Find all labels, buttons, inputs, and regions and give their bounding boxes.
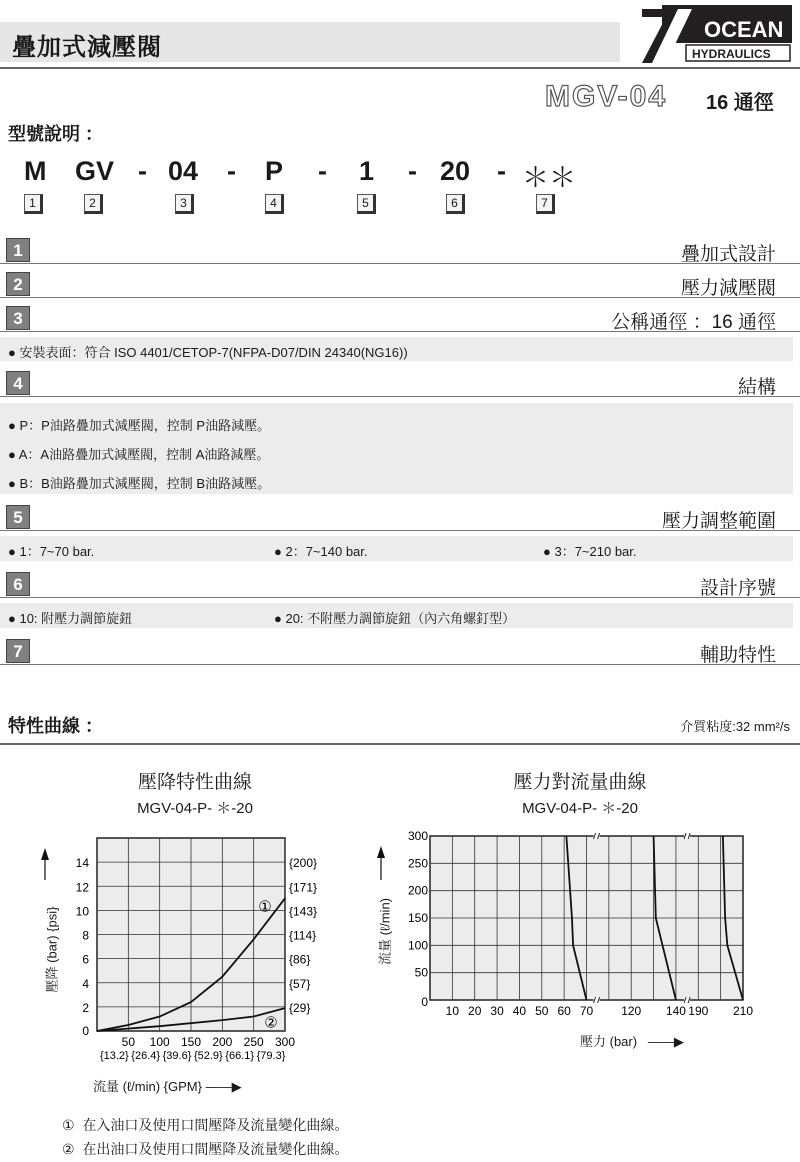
y-tick-label: 100: [407, 938, 428, 953]
x-tick-label: 200: [212, 1035, 233, 1049]
x-tick-secondary-label: {52.9}: [193, 1050, 223, 1062]
list-item: ● B：B油路疊加式減壓閥，控制 B油路減壓。: [8, 476, 271, 491]
code-sep: -: [408, 156, 417, 186]
x-tick-label: 190: [688, 1004, 709, 1018]
section-1: [0, 236, 800, 264]
section-number: 4: [6, 371, 30, 395]
code-number-box: 1: [24, 194, 43, 214]
section-number: 2: [6, 272, 30, 296]
model-code-heading: 型號說明 ：: [8, 124, 104, 144]
viscosity-note: 介質粘度:32 mm²/s: [680, 719, 790, 734]
x-tick-label: 40: [512, 1004, 527, 1018]
code-part: 1: [359, 156, 375, 186]
x-tick-label: 50: [535, 1004, 549, 1018]
code-part: 04: [168, 156, 199, 186]
y-tick-secondary-label: {57}: [289, 976, 311, 991]
section-6: [0, 570, 800, 598]
section-number: 6: [6, 572, 30, 596]
bore-size: 16 通徑: [706, 92, 774, 114]
section-title: 設計序號: [699, 578, 776, 599]
pressure-flow-chart: [370, 820, 800, 1060]
chart1-title: 壓降特性曲線: [137, 772, 252, 793]
section-5: [0, 503, 800, 531]
code-sep: -: [318, 156, 327, 186]
note-text: 在出油口及使用口間壓降及流量變化曲線。: [82, 1141, 349, 1157]
chart2-xlabel: [580, 1031, 684, 1050]
curves-heading: 特性曲線 ：: [8, 716, 104, 736]
y-tick-label: 250: [407, 856, 428, 871]
y-tick-label: 12: [75, 880, 89, 895]
arrow-right-icon: ——▶: [647, 1034, 684, 1049]
list-item-text: 20: 不附壓力調節旋鈕（內六角螺釘型）: [285, 611, 516, 626]
note-mark: ②: [62, 1141, 75, 1157]
y-tick-label: 4: [82, 976, 89, 991]
y-tick-label: 50: [414, 965, 428, 980]
code-number-box: 4: [265, 194, 284, 214]
x-tick-label: 210: [732, 1004, 754, 1018]
series-label: ①: [258, 898, 272, 916]
xlabel-text: 流量 (ℓ/min) {GPM}: [93, 1079, 202, 1094]
x-tick-secondary-label: {39.6}: [162, 1050, 192, 1062]
section-title: 公稱通徑 ：16 通徑: [611, 312, 776, 333]
x-tick-label: 50: [121, 1035, 136, 1049]
model-title: MGV-04: [545, 80, 668, 113]
xlabel-text: 壓力 (bar): [580, 1034, 638, 1049]
section-number: 1: [6, 238, 30, 262]
section-3: [0, 304, 800, 332]
section-4: [0, 369, 800, 397]
note-2: [62, 1139, 348, 1159]
section-title: 輔助特性: [699, 645, 776, 666]
chart2-subtitle: MGV-04-P- ＊-20: [522, 800, 638, 817]
section-7: [0, 637, 800, 665]
x-tick-label: 150: [180, 1035, 202, 1049]
bullet-list: [0, 337, 793, 361]
code-part: M: [24, 156, 47, 186]
section-number: 3: [6, 306, 30, 330]
list-item-text: 10: 附壓力調節旋鈕: [19, 611, 133, 626]
code-number-box: 6: [446, 194, 465, 214]
code-number-box: 3: [175, 194, 194, 214]
code-number-box: 2: [84, 194, 103, 214]
series-label: ②: [264, 1014, 278, 1032]
section-title: 壓力調整範圍: [661, 511, 776, 532]
list-item-text: B：B油路疊加式減壓閥，控制 B油路減壓。: [19, 476, 271, 491]
chart1-subtitle: MGV-04-P- ＊-20: [137, 800, 253, 817]
x-tick-label: 30: [490, 1004, 504, 1018]
code-sep: -: [227, 156, 236, 186]
x-tick-label: 100: [149, 1035, 170, 1049]
section-title: 壓力減壓閥: [680, 278, 776, 299]
bullet-list: [0, 403, 793, 494]
code-sep: -: [138, 156, 147, 186]
arrow-right-icon: ——▶: [205, 1079, 242, 1094]
list-item-text: 3：7~210 bar.: [554, 544, 637, 559]
note-1: [62, 1115, 348, 1135]
x-tick-label: 300: [274, 1035, 296, 1049]
y-tick-label: 2: [82, 1000, 89, 1015]
section-number: 5: [6, 505, 30, 529]
svg-text:HYDRAULICS: HYDRAULICS: [692, 47, 771, 61]
x-tick-label: 20: [468, 1004, 482, 1018]
bullet-list: [0, 536, 793, 561]
y-tick-label: 14: [75, 856, 89, 871]
code-part: ＊＊: [522, 163, 576, 193]
list-item: ● 安裝表面：符合 ISO 4401/CETOP-7(NFPA-D07/DIN 24340(NG16)): [8, 345, 408, 360]
chart2-ylabel: 流量 (ℓ/min): [377, 897, 393, 966]
section-2: [0, 270, 800, 298]
section-number: 7: [6, 639, 30, 663]
chart1-xlabel: [93, 1076, 242, 1095]
y-tick-label: 0: [82, 1024, 89, 1038]
list-item-text: 1：7~70 bar.: [19, 544, 95, 559]
code-part: GV: [75, 156, 115, 186]
x-tick-secondary-label: {26.4}: [131, 1050, 161, 1062]
x-tick-secondary-label: {13.2}: [99, 1050, 129, 1062]
code-sep: -: [497, 156, 506, 186]
list-item-text: A：A油路疊加式減壓閥，控制 A油路減壓。: [18, 447, 270, 462]
code-number-box: 7: [536, 194, 555, 214]
code-number-box: 5: [357, 194, 376, 214]
y-tick-label: 8: [82, 928, 89, 943]
y-tick-secondary-label: {86}: [289, 952, 311, 967]
y-tick-label: 200: [407, 883, 428, 898]
list-item-text: P：P油路疊加式減壓閥，控制 P油路減壓。: [19, 418, 271, 433]
bullet-list: [0, 603, 793, 628]
x-tick-label: 60: [557, 1004, 571, 1018]
ocean-hydraulics-logo: [642, 5, 792, 63]
divider: [0, 743, 800, 745]
code-part: 20: [440, 156, 471, 186]
y-tick-label: 150: [407, 911, 428, 925]
list-item: ● A：A油路疊加式減壓閥，控制 A油路減壓。: [8, 447, 270, 462]
list-item: ● 3：7~210 bar.: [543, 544, 637, 559]
list-item-text: 2：7~140 bar.: [285, 544, 368, 559]
note-text: 在入油口及使用口間壓降及流量變化曲線。: [82, 1117, 349, 1133]
y-tick-label: 300: [407, 829, 428, 843]
list-item: ● 1：7~70 bar.: [8, 544, 95, 559]
y-tick-label: 6: [82, 952, 89, 967]
x-tick-label: 70: [579, 1004, 594, 1018]
x-tick-label: 140: [665, 1004, 686, 1018]
y-tick-label: 10: [75, 904, 89, 919]
chart1-ylabel: 壓降 (bar) {psi}: [44, 906, 60, 993]
section-title: 結構: [737, 377, 776, 398]
x-tick-secondary-label: {66.1}: [225, 1050, 255, 1062]
list-item: ● P：P油路疊加式減壓閥，控制 P油路減壓。: [8, 418, 271, 433]
y-tick-secondary-label: {29}: [289, 1000, 311, 1015]
y-tick-secondary-label: {114}: [289, 928, 317, 943]
svg-text:OCEAN: OCEAN: [704, 17, 784, 42]
note-mark: ①: [62, 1117, 75, 1133]
list-item-text: 安裝表面：符合 ISO 4401/CETOP-7(NFPA-D07/DIN 24340(NG16)): [19, 345, 408, 360]
list-item: ● 10: 附壓力調節旋鈕: [8, 611, 133, 626]
chart2-title: 壓力對流量曲線: [513, 772, 647, 793]
section-title: 疊加式設計: [680, 244, 776, 265]
y-tick-secondary-label: {200}: [289, 856, 318, 871]
page-title: 疊加式減壓閥: [12, 34, 162, 61]
code-part: P: [265, 156, 284, 186]
x-tick-label: 250: [243, 1035, 264, 1049]
list-item: ● 20: 不附壓力調節旋鈕（內六角螺釘型）: [274, 611, 516, 626]
x-tick-label: 10: [445, 1004, 460, 1018]
y-tick-secondary-label: {143}: [289, 904, 318, 919]
y-tick-secondary-label: {171}: [289, 880, 318, 895]
y-tick-label: 0: [421, 995, 428, 1009]
x-tick-secondary-label: {79.3}: [256, 1050, 286, 1062]
divider: [0, 67, 800, 69]
x-tick-label: 120: [621, 1004, 642, 1018]
list-item: ● 2：7~140 bar.: [274, 544, 368, 559]
